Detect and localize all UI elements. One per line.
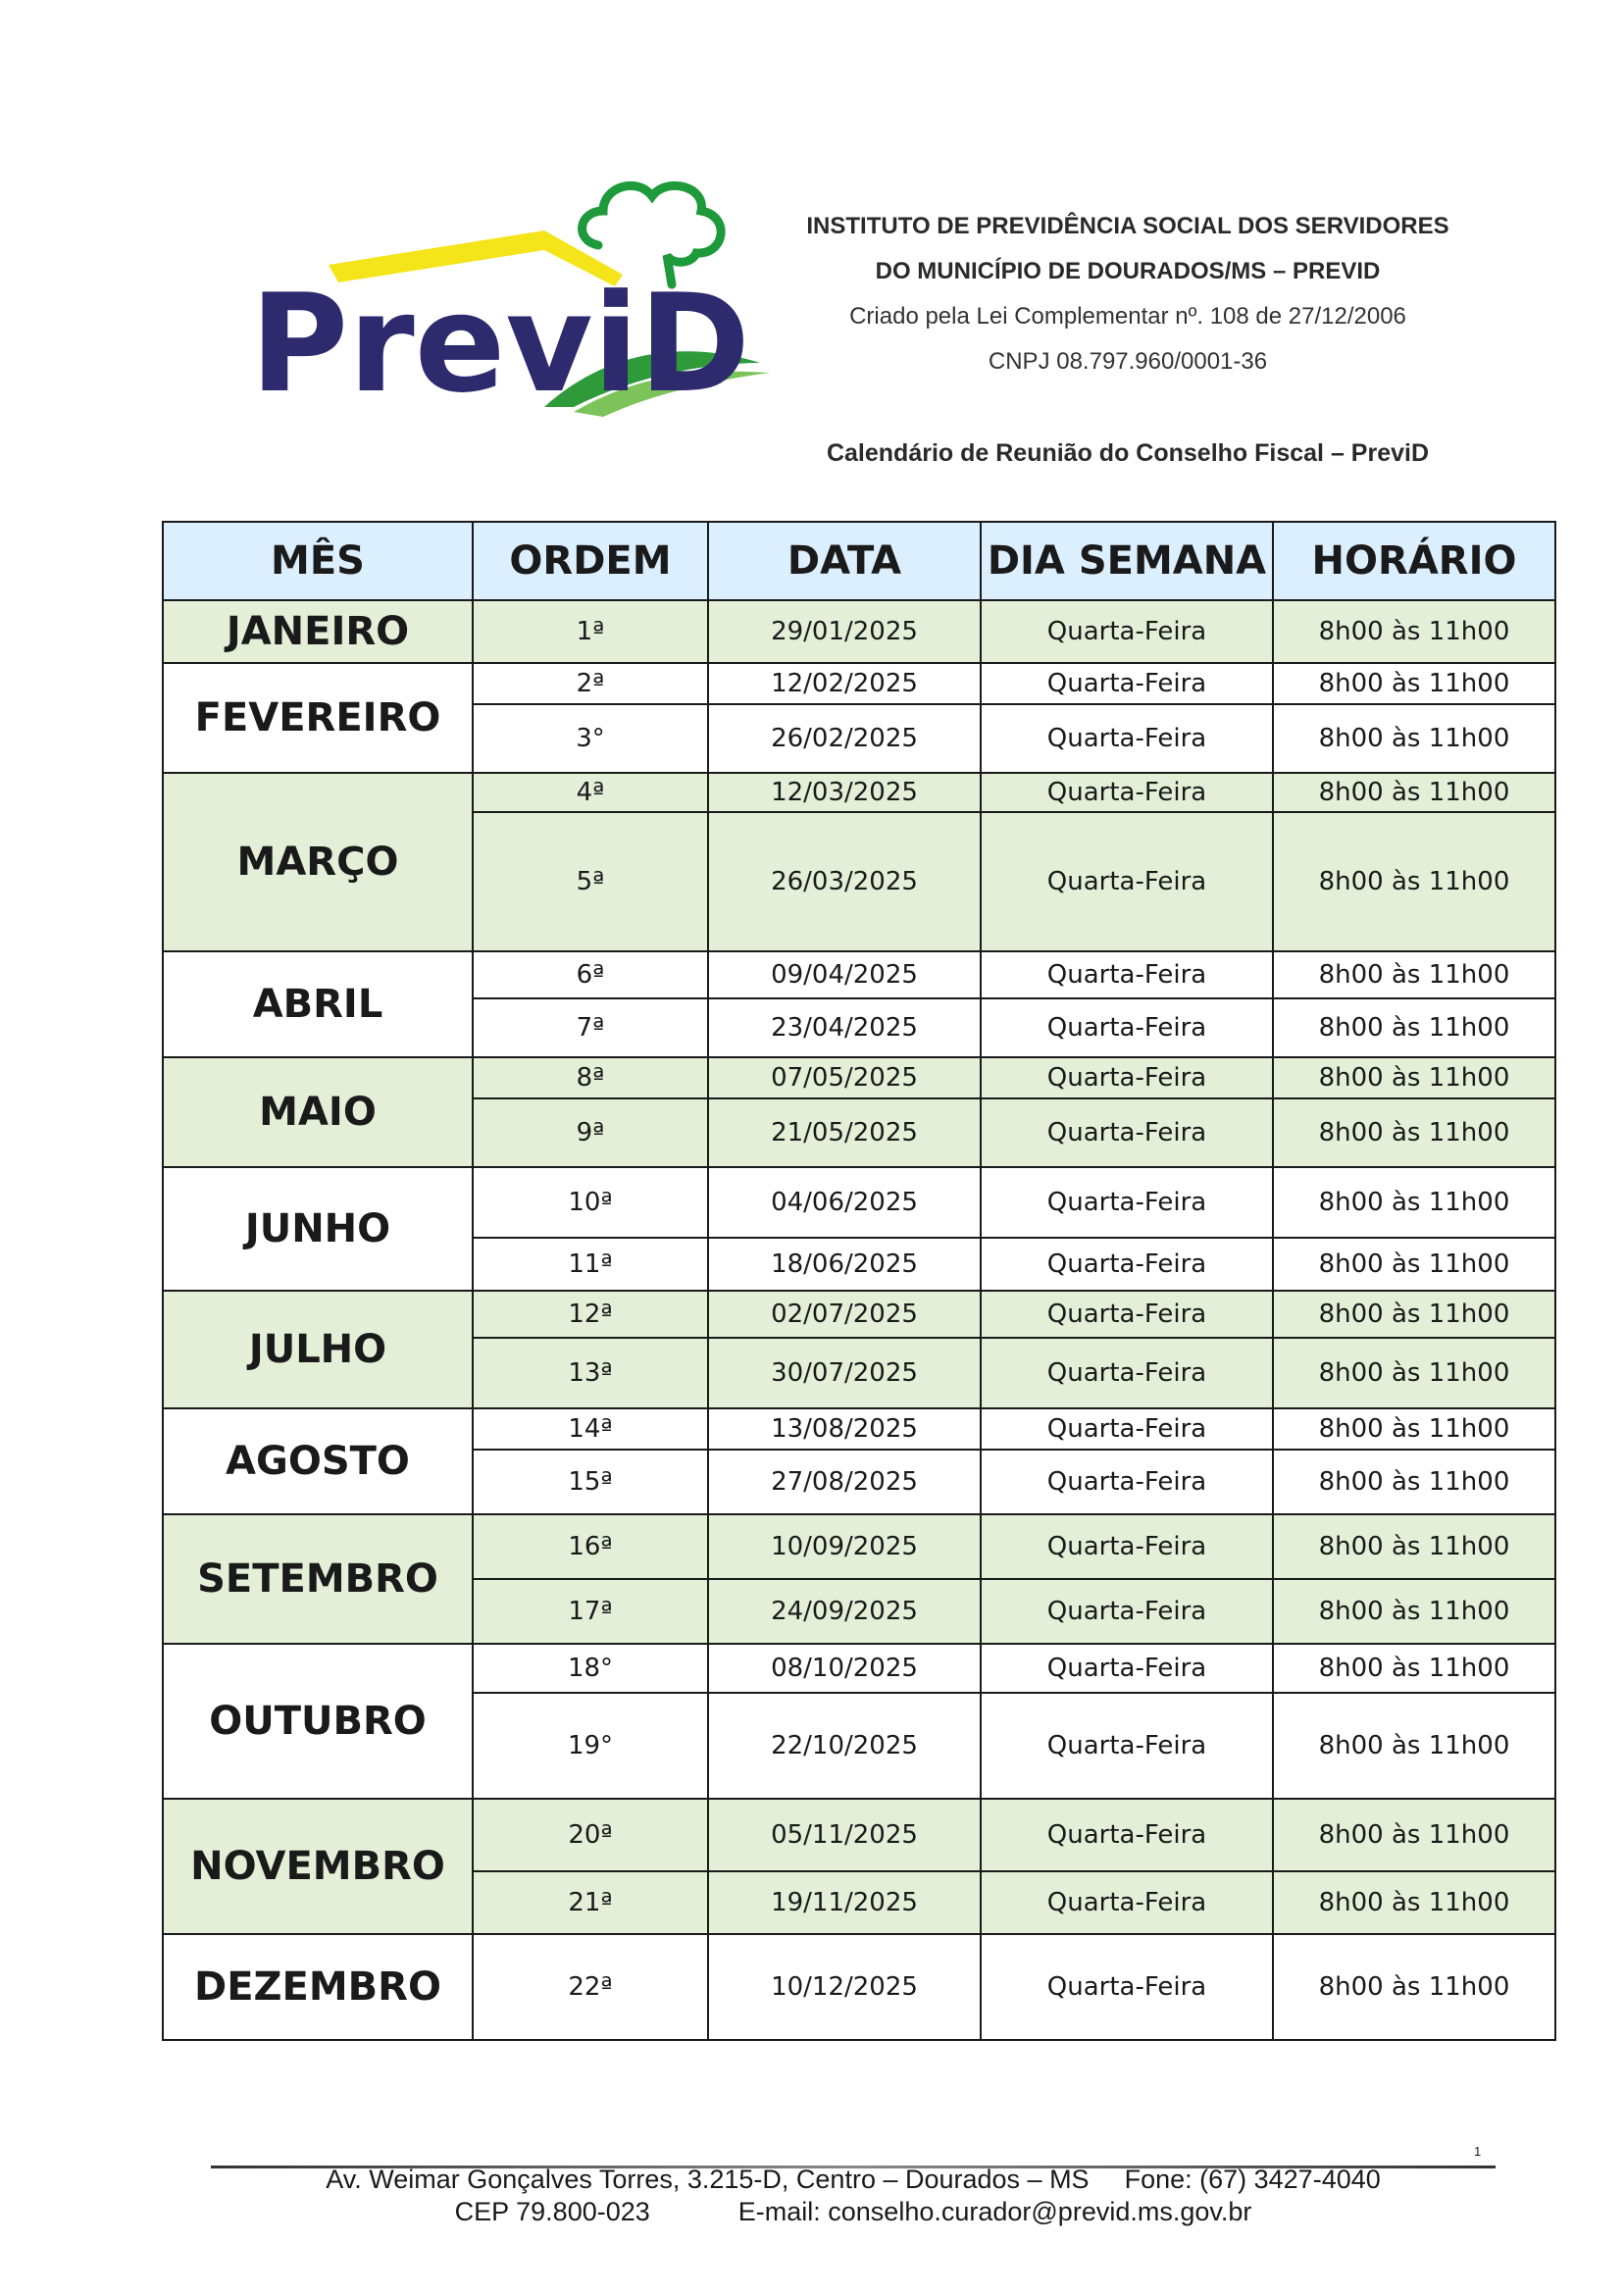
date-cell: 02/07/2025 [708, 1291, 981, 1338]
weekday-cell: Quarta-Feira [981, 812, 1273, 951]
time-cell: 8h00 às 11h00 [1273, 951, 1555, 998]
ordem-cell: 20ª [473, 1799, 708, 1871]
month-cell: JANEIRO [163, 600, 473, 663]
ordem-cell: 2ª [473, 663, 708, 704]
ordem-cell: 19° [473, 1693, 708, 1799]
footer [211, 2164, 1496, 2228]
header-mes: MÊS [163, 522, 473, 600]
weekday-cell: Quarta-Feira [981, 1408, 1273, 1450]
time-cell: 8h00 às 11h00 [1273, 1450, 1555, 1514]
date-cell: 08/10/2025 [708, 1644, 981, 1693]
header-horario: HORÁRIO [1273, 522, 1555, 600]
date-cell: 26/02/2025 [708, 704, 981, 773]
date-cell: 22/10/2025 [708, 1693, 981, 1799]
table-row [163, 1934, 1555, 2040]
date-cell: 26/03/2025 [708, 812, 981, 951]
time-cell: 8h00 às 11h00 [1273, 1238, 1555, 1291]
date-cell: 13/08/2025 [708, 1408, 981, 1450]
date-cell: 10/09/2025 [708, 1514, 981, 1579]
page-number: 1 [1474, 2144, 1482, 2159]
header-data: DATA [708, 522, 981, 600]
month-cell: JUNHO [163, 1167, 473, 1291]
table-row [163, 1408, 1555, 1450]
ordem-cell: 16ª [473, 1514, 708, 1579]
date-cell: 10/12/2025 [708, 1934, 981, 2040]
weekday-cell: Quarta-Feira [981, 998, 1273, 1057]
weekday-cell: Quarta-Feira [981, 600, 1273, 663]
table-row [163, 600, 1555, 663]
footer-cep: CEP 79.800-023 [454, 2197, 650, 2226]
weekday-cell: Quarta-Feira [981, 1644, 1273, 1693]
table-row [163, 951, 1555, 998]
ordem-cell: 15ª [473, 1450, 708, 1514]
previd-logo [250, 167, 780, 422]
ordem-cell: 8ª [473, 1057, 708, 1098]
time-cell: 8h00 às 11h00 [1273, 1799, 1555, 1871]
weekday-cell: Quarta-Feira [981, 1799, 1273, 1871]
calendar-table [162, 521, 1556, 2041]
weekday-cell: Quarta-Feira [981, 773, 1273, 812]
ordem-cell: 13ª [473, 1338, 708, 1408]
month-cell: ABRIL [163, 951, 473, 1057]
table-row [163, 1644, 1555, 1693]
ordem-cell: 10ª [473, 1167, 708, 1238]
weekday-cell: Quarta-Feira [981, 1514, 1273, 1579]
ordem-cell: 3° [473, 704, 708, 773]
date-cell: 04/06/2025 [708, 1167, 981, 1238]
ordem-cell: 21ª [473, 1871, 708, 1934]
table-row [163, 663, 1555, 704]
institution-law: Criado pela Lei Complementar nº. 108 de 27/12/2006 [849, 303, 1406, 330]
time-cell: 8h00 às 11h00 [1273, 1871, 1555, 1934]
time-cell: 8h00 às 11h00 [1273, 1408, 1555, 1450]
time-cell: 8h00 às 11h00 [1273, 1291, 1555, 1338]
weekday-cell: Quarta-Feira [981, 663, 1273, 704]
time-cell: 8h00 às 11h00 [1273, 773, 1555, 812]
time-cell: 8h00 às 11h00 [1273, 600, 1555, 663]
weekday-cell: Quarta-Feira [981, 1934, 1273, 2040]
table-row [163, 1291, 1555, 1338]
table-row [163, 1799, 1555, 1871]
weekday-cell: Quarta-Feira [981, 1693, 1273, 1799]
ordem-cell: 17ª [473, 1579, 708, 1644]
document-title: Calendário de Reunião do Conselho Fiscal – PreviD [826, 439, 1430, 467]
weekday-cell: Quarta-Feira [981, 1098, 1273, 1167]
header-dia-semana: DIA SEMANA [981, 522, 1273, 600]
weekday-cell: Quarta-Feira [981, 704, 1273, 773]
date-cell: 18/06/2025 [708, 1238, 981, 1291]
ordem-cell: 1ª [473, 600, 708, 663]
month-cell: MARÇO [163, 773, 473, 951]
ordem-cell: 11ª [473, 1238, 708, 1291]
table-row [163, 1057, 1555, 1098]
weekday-cell: Quarta-Feira [981, 951, 1273, 998]
institution-name-line2: DO MUNICÍPIO DE DOURADOS/MS – PREVID [875, 258, 1381, 284]
table-row [163, 773, 1555, 812]
weekday-cell: Quarta-Feira [981, 1871, 1273, 1934]
table-row [163, 1167, 1555, 1238]
footer-phone: Fone: (67) 3427-4040 [1124, 2165, 1381, 2194]
month-cell: JULHO [163, 1291, 473, 1408]
date-cell: 24/09/2025 [708, 1579, 981, 1644]
weekday-cell: Quarta-Feira [981, 1291, 1273, 1338]
ordem-cell: 12ª [473, 1291, 708, 1338]
weekday-cell: Quarta-Feira [981, 1238, 1273, 1291]
time-cell: 8h00 às 11h00 [1273, 1338, 1555, 1408]
date-cell: 23/04/2025 [708, 998, 981, 1057]
weekday-cell: Quarta-Feira [981, 1450, 1273, 1514]
weekday-cell: Quarta-Feira [981, 1057, 1273, 1098]
weekday-cell: Quarta-Feira [981, 1338, 1273, 1408]
date-cell: 12/03/2025 [708, 773, 981, 812]
weekday-cell: Quarta-Feira [981, 1579, 1273, 1644]
month-cell: NOVEMBRO [163, 1799, 473, 1934]
header-ordem: ORDEM [473, 522, 708, 600]
ordem-cell: 14ª [473, 1408, 708, 1450]
ordem-cell: 22ª [473, 1934, 708, 2040]
footer-email: E-mail: conselho.curador@previd.ms.gov.br [737, 2197, 1252, 2226]
month-cell: AGOSTO [163, 1408, 473, 1514]
ordem-cell: 9ª [473, 1098, 708, 1167]
date-cell: 09/04/2025 [708, 951, 981, 998]
time-cell: 8h00 às 11h00 [1273, 1098, 1555, 1167]
date-cell: 05/11/2025 [708, 1799, 981, 1871]
date-cell: 27/08/2025 [708, 1450, 981, 1514]
time-cell: 8h00 às 11h00 [1273, 1514, 1555, 1579]
time-cell: 8h00 às 11h00 [1273, 812, 1555, 951]
date-cell: 30/07/2025 [708, 1338, 981, 1408]
time-cell: 8h00 às 11h00 [1273, 1693, 1555, 1799]
table-header-row [163, 522, 1555, 600]
time-cell: 8h00 às 11h00 [1273, 1057, 1555, 1098]
logo-text: PreviD [250, 265, 750, 422]
month-cell: MAIO [163, 1057, 473, 1167]
ordem-cell: 4ª [473, 773, 708, 812]
time-cell: 8h00 às 11h00 [1273, 1167, 1555, 1238]
institution-name-line1: INSTITUTO DE PREVIDÊNCIA SOCIAL DOS SERVIDORES [806, 213, 1449, 239]
month-cell: OUTUBRO [163, 1644, 473, 1799]
date-cell: 21/05/2025 [708, 1098, 981, 1167]
time-cell: 8h00 às 11h00 [1273, 1579, 1555, 1644]
date-cell: 29/01/2025 [708, 600, 981, 663]
date-cell: 19/11/2025 [708, 1871, 981, 1934]
date-cell: 07/05/2025 [708, 1057, 981, 1098]
ordem-cell: 7ª [473, 998, 708, 1057]
time-cell: 8h00 às 11h00 [1273, 663, 1555, 704]
month-cell: DEZEMBRO [163, 1934, 473, 2040]
month-cell: FEVEREIRO [163, 663, 473, 773]
institution-header [775, 204, 1481, 384]
ordem-cell: 18° [473, 1644, 708, 1693]
month-cell: SETEMBRO [163, 1514, 473, 1644]
ordem-cell: 6ª [473, 951, 708, 998]
weekday-cell: Quarta-Feira [981, 1167, 1273, 1238]
time-cell: 8h00 às 11h00 [1273, 1644, 1555, 1693]
time-cell: 8h00 às 11h00 [1273, 704, 1555, 773]
time-cell: 8h00 às 11h00 [1273, 998, 1555, 1057]
time-cell: 8h00 às 11h00 [1273, 1934, 1555, 2040]
date-cell: 12/02/2025 [708, 663, 981, 704]
table-row [163, 1514, 1555, 1579]
ordem-cell: 5ª [473, 812, 708, 951]
footer-address: Av. Weimar Gonçalves Torres, 3.215-D, Centro – Dourados – MS [326, 2165, 1090, 2194]
institution-cnpj: CNPJ 08.797.960/0001-36 [988, 348, 1268, 375]
